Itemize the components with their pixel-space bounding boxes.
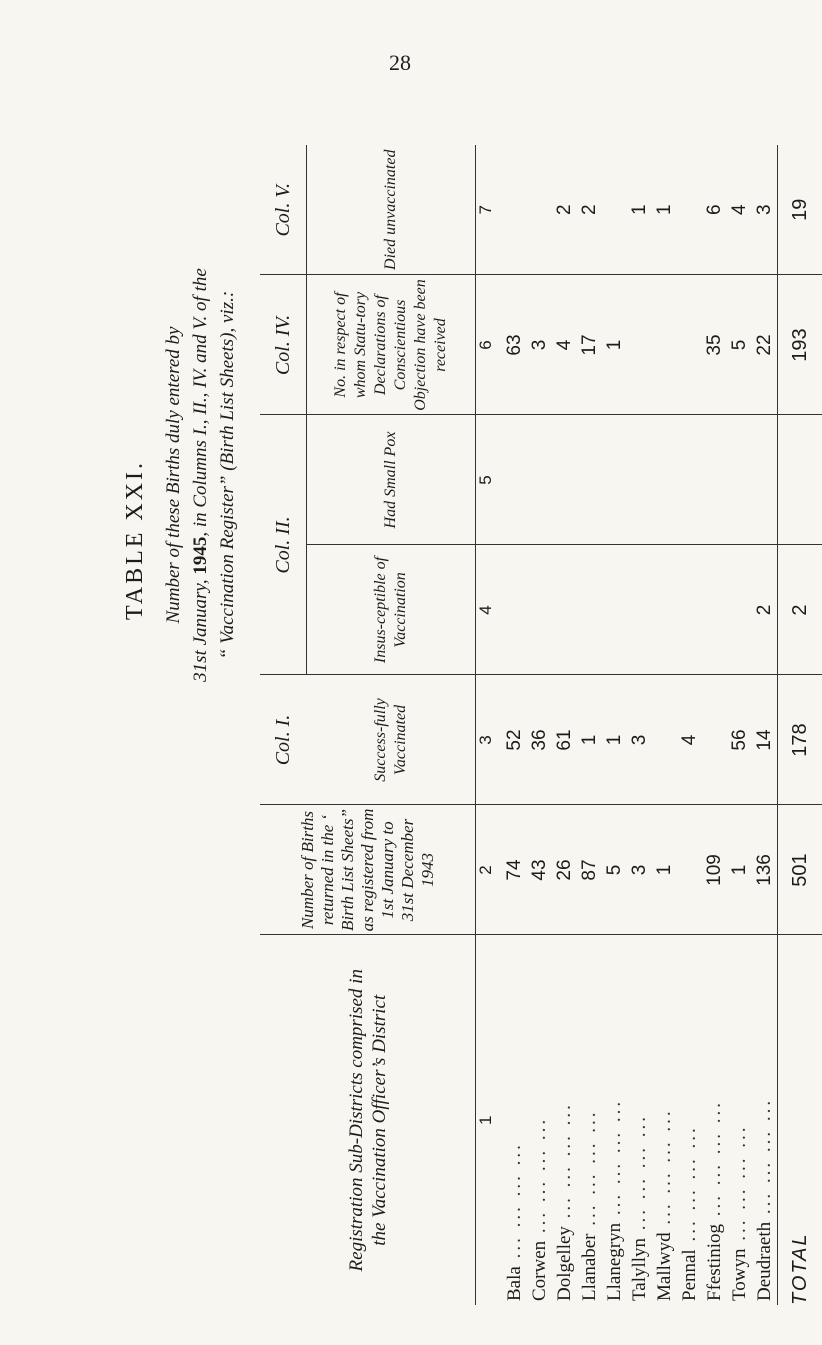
table-cell <box>552 416 577 545</box>
district-name: Corwen ... ... ... ... <box>529 1116 550 1301</box>
page-number: 28 <box>389 50 411 75</box>
district-name: Llanegryn ... ... ... ... <box>604 1098 625 1301</box>
table-cell: 5 <box>729 339 750 351</box>
table-cell: 136 <box>754 854 775 886</box>
title-line-3: “ Vaccination Register” (Birth List Sheets), viz.: <box>217 290 238 660</box>
district-name: Dolgelley ... ... ... ... <box>554 1102 575 1301</box>
table-cell: 26 <box>554 859 575 881</box>
table-cell: 2 <box>579 204 600 216</box>
header-col1-sub: Success-fully Vaccinated <box>307 675 476 805</box>
table-cell: 14 <box>754 729 775 751</box>
district-name: Talyllyn ... ... ... ... <box>629 1113 650 1301</box>
district-name: Ffestiniog ... ... ... ... <box>704 1099 725 1301</box>
table-cell: 5 <box>604 864 625 876</box>
table-cell: 4 <box>679 734 700 746</box>
table-cell <box>577 546 602 675</box>
table-cell <box>677 546 702 675</box>
table-cell: 56 <box>729 729 750 751</box>
table-cell <box>627 276 652 415</box>
district-column <box>476 935 778 1305</box>
table-cell <box>702 546 727 675</box>
table-cell <box>677 145 702 275</box>
total-row <box>778 145 822 1305</box>
header-col5-sub: Died unvaccinated <box>307 145 476 275</box>
column-number: 2 <box>476 865 495 875</box>
table-cell: 6 <box>704 204 725 216</box>
header-districts: Registration Sub-Districts comprised in the Vaccination Officer’s District <box>260 935 476 1305</box>
total-objection: 193 <box>778 275 822 415</box>
table-cell <box>527 145 552 275</box>
rotated-table-region <box>160 145 811 1305</box>
table-cell: 36 <box>529 729 550 751</box>
table-cell: 1 <box>729 864 750 876</box>
births-column <box>476 805 778 935</box>
column-number: 1 <box>476 1115 495 1125</box>
table-cell <box>552 546 577 675</box>
table-cell <box>677 416 702 545</box>
table-cell: 63 <box>504 334 525 356</box>
total-label: TOTAL <box>778 935 822 1305</box>
vaccination-table <box>260 145 822 1305</box>
district-name: Towyn ... ... ... ... <box>729 1124 750 1301</box>
table-cell: 17 <box>579 334 600 356</box>
table-cell <box>652 276 677 415</box>
header-col4-sub: No. in respect of whom Statu-tory Declarations of Conscientious Objection have been received <box>307 275 476 415</box>
table-cell: 3 <box>629 734 650 746</box>
total-died: 19 <box>778 145 822 275</box>
table-cell: 2 <box>754 604 775 616</box>
table-cell <box>627 416 652 545</box>
table-cell: 1 <box>604 339 625 351</box>
table-cell <box>602 145 627 275</box>
table-cell: 4 <box>729 204 750 216</box>
table-cell <box>752 416 777 545</box>
table-cell: 74 <box>504 859 525 881</box>
district-name: Pennal ... ... ... ... <box>679 1125 700 1301</box>
title-line-2: 31st January, 1945, in Columns I., II., IV. and V. of the <box>190 268 211 682</box>
table-cell: 1 <box>629 204 650 216</box>
total-insusceptible: 2 <box>778 545 822 675</box>
table-cell <box>502 416 527 545</box>
table-cell: 43 <box>529 859 550 881</box>
header-col2-sub-b: Had Small Pox <box>307 415 476 545</box>
table-cell: 4 <box>554 339 575 351</box>
table-cell <box>727 416 752 545</box>
table-cell: 1 <box>654 864 675 876</box>
district-name: Deudraeth ... ... ... ... <box>754 1097 775 1301</box>
table-cell: 87 <box>579 859 600 881</box>
column-number: 6 <box>476 340 495 350</box>
died-column <box>476 145 778 275</box>
total-vaccinated: 178 <box>778 675 822 805</box>
table-cell <box>652 676 677 805</box>
table-cell <box>527 546 552 675</box>
district-name: Llanaber ... ... ... ... <box>579 1109 600 1301</box>
table-title <box>160 145 260 805</box>
table-cell: 52 <box>504 729 525 751</box>
table-cell <box>677 276 702 415</box>
table-cell: 109 <box>704 854 725 886</box>
small-pox-column <box>476 415 778 545</box>
title-line-1: Number of these Births duly entered by <box>163 326 184 624</box>
objection-column <box>476 275 778 415</box>
total-small-pox <box>778 415 822 545</box>
table-cell <box>502 546 527 675</box>
table-cell: 22 <box>754 334 775 356</box>
header-col1: Col. I. <box>260 675 307 805</box>
table-cell: 3 <box>754 204 775 216</box>
table-cell: 2 <box>554 204 575 216</box>
table-cell <box>527 416 552 545</box>
table-cell: 61 <box>554 729 575 751</box>
column-number: 3 <box>476 735 495 745</box>
header-births: Number of Births returned in the ‘ Birth List Sheets” as registered from 1st January to 31st December 1943 <box>260 805 476 935</box>
insusceptible-column <box>476 545 778 675</box>
table-cell: 35 <box>704 334 725 356</box>
total-births: 501 <box>778 805 822 935</box>
title-year: 1945 <box>190 536 211 575</box>
table-cell <box>602 546 627 675</box>
table-cell <box>702 676 727 805</box>
district-name: Mallwyd ... ... ... ... <box>654 1108 675 1301</box>
header-col5: Col. V. <box>260 145 307 275</box>
table-cell: 3 <box>529 339 550 351</box>
table-cell <box>502 145 527 275</box>
district-name: Bala ... ... ... ... <box>504 1142 525 1301</box>
column-number: 7 <box>476 205 495 215</box>
table-cell: 1 <box>654 204 675 216</box>
table-cell <box>702 416 727 545</box>
column-number: 4 <box>476 605 495 615</box>
header-col4: Col. IV. <box>260 275 307 415</box>
table-cell <box>577 416 602 545</box>
table-cell <box>652 546 677 675</box>
table-cell: 3 <box>629 864 650 876</box>
vaccinated-column <box>476 675 778 805</box>
table-caption: TABLE XXI. <box>122 459 148 620</box>
table-cell <box>727 546 752 675</box>
column-number: 5 <box>476 475 495 485</box>
table-cell <box>602 416 627 545</box>
table-cell <box>627 546 652 675</box>
table-cell <box>677 806 702 935</box>
table-cell <box>652 416 677 545</box>
header-col2: Col. II. <box>260 415 307 675</box>
table-cell: 1 <box>579 734 600 746</box>
table-cell: 1 <box>604 734 625 746</box>
header-col2-sub-a: Insus-ceptible of Vaccination <box>307 545 476 675</box>
